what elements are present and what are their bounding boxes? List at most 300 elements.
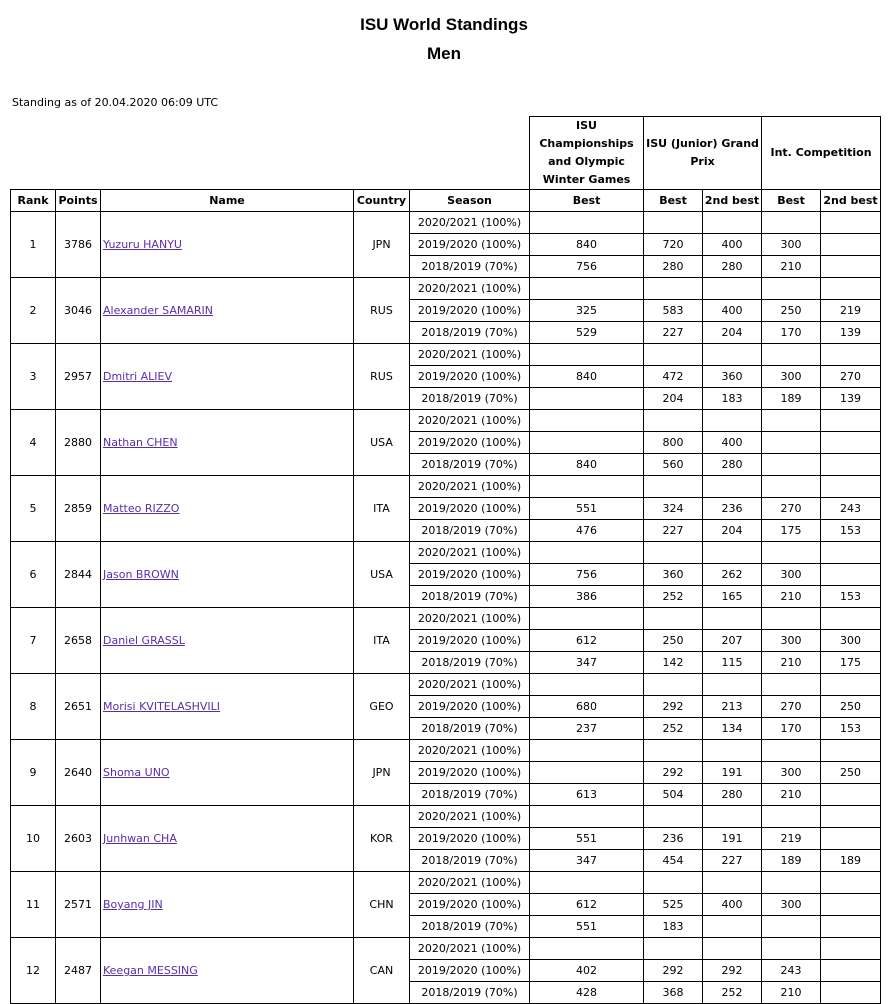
champ-best-cell: 476 — [530, 520, 644, 542]
ic-2nd-cell — [821, 960, 881, 982]
season-cell: 2018/2019 (70%) — [410, 916, 530, 938]
champ-best-cell: 386 — [530, 586, 644, 608]
season-cell: 2018/2019 (70%) — [410, 256, 530, 278]
gp-best-cell — [644, 806, 703, 828]
champ-best-cell — [530, 674, 644, 696]
ic-best-cell: 210 — [762, 784, 821, 806]
gp-best-cell: 360 — [644, 564, 703, 586]
ic-best-cell: 243 — [762, 960, 821, 982]
champ-best-cell — [530, 432, 644, 454]
gp-2nd-cell: 204 — [703, 520, 762, 542]
name-cell — [101, 806, 354, 872]
season-cell: 2018/2019 (70%) — [410, 388, 530, 410]
name-cell — [101, 278, 354, 344]
gp-best-cell — [644, 674, 703, 696]
gp-best-cell: 368 — [644, 982, 703, 1004]
gp-2nd-cell: 227 — [703, 850, 762, 872]
standings-table — [10, 116, 881, 1004]
season-cell: 2020/2021 (100%) — [410, 344, 530, 366]
ic-best-cell: 300 — [762, 630, 821, 652]
ic-best-cell — [762, 542, 821, 564]
skater-link[interactable]: Daniel GRASSL — [103, 634, 185, 647]
gp-best-cell: 525 — [644, 894, 703, 916]
season-row — [11, 212, 881, 234]
country-cell: JPN — [354, 740, 410, 806]
gp-best-cell — [644, 278, 703, 300]
ic-2nd-cell — [821, 828, 881, 850]
season-cell: 2018/2019 (70%) — [410, 982, 530, 1004]
champ-best-cell: 612 — [530, 894, 644, 916]
gp-best-cell: 236 — [644, 828, 703, 850]
gp-best-cell: 252 — [644, 586, 703, 608]
country-cell: CHN — [354, 872, 410, 938]
gp-2nd-cell — [703, 344, 762, 366]
ic-2nd-cell — [821, 938, 881, 960]
gp-2nd-cell: 252 — [703, 982, 762, 1004]
ic-best-cell: 300 — [762, 564, 821, 586]
ic-2nd-cell: 153 — [821, 718, 881, 740]
standing-timestamp: Standing as of 20.04.2020 06:09 UTC — [12, 96, 219, 109]
ic-2nd-cell — [821, 608, 881, 630]
points-cell: 2859 — [56, 476, 101, 542]
name-cell — [101, 212, 354, 278]
column-header-row — [11, 190, 881, 212]
header-rank: Rank — [11, 190, 56, 212]
name-cell — [101, 476, 354, 542]
gp-2nd-cell: 236 — [703, 498, 762, 520]
page-title: ISU World Standings — [360, 15, 528, 34]
ic-2nd-cell — [821, 740, 881, 762]
champ-best-cell: 551 — [530, 828, 644, 850]
gp-best-cell: 183 — [644, 916, 703, 938]
rank-cell: 5 — [11, 476, 56, 542]
name-cell — [101, 542, 354, 608]
ic-2nd-cell: 153 — [821, 520, 881, 542]
gp-2nd-cell: 262 — [703, 564, 762, 586]
gp-best-cell: 324 — [644, 498, 703, 520]
rank-cell: 8 — [11, 674, 56, 740]
ic-best-cell — [762, 674, 821, 696]
ic-2nd-cell — [821, 674, 881, 696]
gp-2nd-cell: 280 — [703, 784, 762, 806]
ic-2nd-cell: 300 — [821, 630, 881, 652]
gp-2nd-cell: 400 — [703, 894, 762, 916]
season-cell: 2019/2020 (100%) — [410, 498, 530, 520]
name-cell — [101, 608, 354, 674]
gp-best-cell: 583 — [644, 300, 703, 322]
ic-best-cell — [762, 432, 821, 454]
ic-2nd-cell: 175 — [821, 652, 881, 674]
champ-best-cell: 840 — [530, 366, 644, 388]
champ-best-cell: 756 — [530, 256, 644, 278]
skater-link[interactable]: Nathan CHEN — [103, 436, 178, 449]
gp-2nd-cell — [703, 938, 762, 960]
gp-2nd-cell: 115 — [703, 652, 762, 674]
gp-best-cell: 252 — [644, 718, 703, 740]
gp-2nd-cell: 165 — [703, 586, 762, 608]
country-cell: USA — [354, 410, 410, 476]
season-cell: 2019/2020 (100%) — [410, 894, 530, 916]
season-cell: 2019/2020 (100%) — [410, 960, 530, 982]
gp-2nd-cell — [703, 476, 762, 498]
ic-2nd-cell — [821, 234, 881, 256]
ic-best-cell — [762, 476, 821, 498]
gp-best-cell — [644, 344, 703, 366]
season-cell: 2019/2020 (100%) — [410, 432, 530, 454]
gp-best-cell — [644, 872, 703, 894]
points-cell: 3046 — [56, 278, 101, 344]
season-row — [11, 806, 881, 828]
ic-best-cell: 300 — [762, 894, 821, 916]
ic-2nd-cell — [821, 564, 881, 586]
gp-2nd-cell — [703, 740, 762, 762]
header-season: Season — [410, 190, 530, 212]
rank-cell: 11 — [11, 872, 56, 938]
name-cell — [101, 410, 354, 476]
champ-best-cell: 613 — [530, 784, 644, 806]
ic-2nd-cell: 139 — [821, 388, 881, 410]
champ-best-cell: 840 — [530, 234, 644, 256]
gp-best-cell: 204 — [644, 388, 703, 410]
header-champ-best: Best — [530, 190, 644, 212]
rank-cell: 9 — [11, 740, 56, 806]
ic-best-cell — [762, 212, 821, 234]
skater-link[interactable]: Dmitri ALIEV — [103, 370, 173, 383]
header-country: Country — [354, 190, 410, 212]
gp-2nd-cell: 292 — [703, 960, 762, 982]
group-header-row — [11, 117, 881, 190]
season-cell: 2019/2020 (100%) — [410, 696, 530, 718]
ic-2nd-cell: 250 — [821, 762, 881, 784]
ic-2nd-cell — [821, 542, 881, 564]
champ-best-cell — [530, 938, 644, 960]
ic-best-cell — [762, 938, 821, 960]
gp-best-cell — [644, 740, 703, 762]
champ-best-cell — [530, 212, 644, 234]
ic-2nd-cell — [821, 784, 881, 806]
champ-best-cell — [530, 410, 644, 432]
ic-best-cell: 210 — [762, 982, 821, 1004]
ic-best-cell: 250 — [762, 300, 821, 322]
ic-2nd-cell — [821, 894, 881, 916]
ic-best-cell: 300 — [762, 366, 821, 388]
rank-cell: 7 — [11, 608, 56, 674]
points-cell: 2571 — [56, 872, 101, 938]
season-cell: 2019/2020 (100%) — [410, 366, 530, 388]
country-cell: JPN — [354, 212, 410, 278]
ic-best-cell: 189 — [762, 850, 821, 872]
champ-best-cell: 680 — [530, 696, 644, 718]
season-row — [11, 542, 881, 564]
ic-2nd-cell — [821, 212, 881, 234]
season-row — [11, 278, 881, 300]
skater-link[interactable]: Keegan MESSING — [103, 964, 198, 977]
ic-2nd-cell: 270 — [821, 366, 881, 388]
ic-best-cell: 210 — [762, 256, 821, 278]
season-row — [11, 740, 881, 762]
gp-best-cell: 454 — [644, 850, 703, 872]
ic-best-cell — [762, 344, 821, 366]
skater-link[interactable]: Jason BROWN — [103, 568, 179, 581]
season-row — [11, 872, 881, 894]
rank-cell: 1 — [11, 212, 56, 278]
rank-cell: 10 — [11, 806, 56, 872]
season-cell: 2018/2019 (70%) — [410, 454, 530, 476]
rank-cell: 12 — [11, 938, 56, 1004]
ic-2nd-cell — [821, 454, 881, 476]
champ-best-cell: 840 — [530, 454, 644, 476]
champ-best-cell: 529 — [530, 322, 644, 344]
name-cell — [101, 674, 354, 740]
country-cell: ITA — [354, 476, 410, 542]
champ-best-cell: 325 — [530, 300, 644, 322]
season-cell: 2019/2020 (100%) — [410, 234, 530, 256]
points-cell: 2651 — [56, 674, 101, 740]
season-row — [11, 608, 881, 630]
ic-2nd-cell — [821, 278, 881, 300]
country-cell: GEO — [354, 674, 410, 740]
ic-2nd-cell: 139 — [821, 322, 881, 344]
country-cell: ITA — [354, 608, 410, 674]
ic-2nd-cell — [821, 256, 881, 278]
ic-best-cell — [762, 916, 821, 938]
season-cell: 2018/2019 (70%) — [410, 586, 530, 608]
country-cell: RUS — [354, 344, 410, 410]
points-cell: 2880 — [56, 410, 101, 476]
ic-best-cell: 210 — [762, 652, 821, 674]
country-cell: CAN — [354, 938, 410, 1004]
gp-2nd-cell — [703, 212, 762, 234]
rank-cell: 6 — [11, 542, 56, 608]
header-name: Name — [101, 190, 354, 212]
season-cell: 2020/2021 (100%) — [410, 410, 530, 432]
points-cell: 2640 — [56, 740, 101, 806]
gp-2nd-cell: 204 — [703, 322, 762, 344]
champ-best-cell: 756 — [530, 564, 644, 586]
champ-best-cell: 347 — [530, 850, 644, 872]
gp-2nd-cell — [703, 542, 762, 564]
gp-best-cell: 560 — [644, 454, 703, 476]
gp-best-cell: 504 — [644, 784, 703, 806]
ic-2nd-cell — [821, 982, 881, 1004]
gp-2nd-cell — [703, 674, 762, 696]
champ-best-cell — [530, 608, 644, 630]
header-gp-2nd: 2nd best — [703, 190, 762, 212]
skater-link[interactable]: Alexander SAMARIN — [103, 304, 213, 317]
country-cell: KOR — [354, 806, 410, 872]
gp-2nd-cell: 191 — [703, 762, 762, 784]
page-subtitle: Men — [427, 44, 461, 63]
ic-best-cell: 170 — [762, 718, 821, 740]
gp-best-cell — [644, 212, 703, 234]
champ-best-cell — [530, 872, 644, 894]
points-cell: 2658 — [56, 608, 101, 674]
gp-2nd-cell: 191 — [703, 828, 762, 850]
header-int-competition: Int. Competition — [762, 117, 881, 190]
season-cell: 2018/2019 (70%) — [410, 850, 530, 872]
gp-best-cell: 472 — [644, 366, 703, 388]
season-cell: 2020/2021 (100%) — [410, 476, 530, 498]
skater-link[interactable]: Junhwan CHA — [103, 832, 177, 845]
season-cell: 2020/2021 (100%) — [410, 740, 530, 762]
points-cell: 3786 — [56, 212, 101, 278]
points-cell: 2487 — [56, 938, 101, 1004]
gp-best-cell: 292 — [644, 696, 703, 718]
season-cell: 2020/2021 (100%) — [410, 806, 530, 828]
ic-best-cell — [762, 806, 821, 828]
ic-2nd-cell: 153 — [821, 586, 881, 608]
champ-best-cell: 428 — [530, 982, 644, 1004]
season-cell: 2020/2021 (100%) — [410, 278, 530, 300]
rank-cell: 2 — [11, 278, 56, 344]
season-row — [11, 476, 881, 498]
ic-best-cell — [762, 740, 821, 762]
champ-best-cell — [530, 740, 644, 762]
champ-best-cell — [530, 542, 644, 564]
rank-cell: 4 — [11, 410, 56, 476]
champ-best-cell — [530, 806, 644, 828]
gp-2nd-cell: 360 — [703, 366, 762, 388]
ic-2nd-cell: 189 — [821, 850, 881, 872]
season-cell: 2018/2019 (70%) — [410, 520, 530, 542]
country-cell: USA — [354, 542, 410, 608]
gp-2nd-cell: 280 — [703, 454, 762, 476]
name-cell — [101, 938, 354, 1004]
header-championships: ISU Championships and Olympic Winter Games — [530, 117, 644, 190]
gp-best-cell: 292 — [644, 960, 703, 982]
champ-best-cell: 551 — [530, 498, 644, 520]
ic-best-cell: 219 — [762, 828, 821, 850]
ic-best-cell — [762, 278, 821, 300]
header-grand-prix: ISU (Junior) Grand Prix — [644, 117, 762, 190]
season-cell: 2019/2020 (100%) — [410, 828, 530, 850]
gp-best-cell — [644, 476, 703, 498]
gp-best-cell — [644, 410, 703, 432]
gp-2nd-cell — [703, 806, 762, 828]
season-cell: 2019/2020 (100%) — [410, 564, 530, 586]
gp-best-cell: 250 — [644, 630, 703, 652]
skater-link[interactable]: Yuzuru HANYU — [103, 238, 182, 251]
name-cell — [101, 344, 354, 410]
champ-best-cell: 612 — [530, 630, 644, 652]
gp-2nd-cell — [703, 410, 762, 432]
ic-best-cell — [762, 410, 821, 432]
season-cell: 2019/2020 (100%) — [410, 762, 530, 784]
header-points: Points — [56, 190, 101, 212]
champ-best-cell: 402 — [530, 960, 644, 982]
header-spacer — [11, 117, 530, 190]
season-cell: 2018/2019 (70%) — [410, 784, 530, 806]
ic-2nd-cell — [821, 916, 881, 938]
season-cell: 2020/2021 (100%) — [410, 212, 530, 234]
champ-best-cell — [530, 278, 644, 300]
gp-2nd-cell — [703, 278, 762, 300]
champ-best-cell — [530, 762, 644, 784]
header-ic-best: Best — [762, 190, 821, 212]
season-cell: 2018/2019 (70%) — [410, 652, 530, 674]
name-cell — [101, 872, 354, 938]
season-cell: 2018/2019 (70%) — [410, 322, 530, 344]
champ-best-cell — [530, 344, 644, 366]
skater-link[interactable]: Boyang JIN — [103, 898, 163, 911]
ic-2nd-cell — [821, 432, 881, 454]
gp-2nd-cell: 134 — [703, 718, 762, 740]
ic-2nd-cell — [821, 344, 881, 366]
ic-best-cell: 175 — [762, 520, 821, 542]
ic-2nd-cell — [821, 410, 881, 432]
ic-best-cell: 189 — [762, 388, 821, 410]
gp-2nd-cell — [703, 872, 762, 894]
champ-best-cell: 551 — [530, 916, 644, 938]
gp-2nd-cell: 183 — [703, 388, 762, 410]
gp-best-cell: 227 — [644, 520, 703, 542]
name-cell — [101, 740, 354, 806]
gp-best-cell — [644, 608, 703, 630]
gp-best-cell: 292 — [644, 762, 703, 784]
ic-2nd-cell — [821, 806, 881, 828]
champ-best-cell — [530, 388, 644, 410]
gp-2nd-cell: 400 — [703, 300, 762, 322]
gp-best-cell: 227 — [644, 322, 703, 344]
season-cell: 2020/2021 (100%) — [410, 542, 530, 564]
season-cell: 2020/2021 (100%) — [410, 674, 530, 696]
gp-2nd-cell — [703, 608, 762, 630]
ic-best-cell — [762, 608, 821, 630]
gp-best-cell: 720 — [644, 234, 703, 256]
gp-2nd-cell: 400 — [703, 234, 762, 256]
ic-2nd-cell: 250 — [821, 696, 881, 718]
gp-2nd-cell — [703, 916, 762, 938]
header-gp-best: Best — [644, 190, 703, 212]
season-cell: 2019/2020 (100%) — [410, 300, 530, 322]
season-row — [11, 344, 881, 366]
gp-best-cell: 142 — [644, 652, 703, 674]
ic-best-cell: 270 — [762, 498, 821, 520]
ic-2nd-cell: 243 — [821, 498, 881, 520]
ic-2nd-cell: 219 — [821, 300, 881, 322]
gp-2nd-cell: 400 — [703, 432, 762, 454]
skater-link[interactable]: Morisi KVITELASHVILI — [103, 700, 221, 713]
ic-best-cell: 170 — [762, 322, 821, 344]
season-cell: 2020/2021 (100%) — [410, 872, 530, 894]
points-cell: 2957 — [56, 344, 101, 410]
champ-best-cell — [530, 476, 644, 498]
season-cell: 2018/2019 (70%) — [410, 718, 530, 740]
ic-best-cell — [762, 454, 821, 476]
gp-best-cell: 800 — [644, 432, 703, 454]
header-ic-2nd: 2nd best — [821, 190, 881, 212]
ic-best-cell: 300 — [762, 234, 821, 256]
season-row — [11, 938, 881, 960]
ic-best-cell: 300 — [762, 762, 821, 784]
gp-best-cell — [644, 938, 703, 960]
points-cell: 2844 — [56, 542, 101, 608]
ic-2nd-cell — [821, 872, 881, 894]
skater-link[interactable]: Matteo RIZZO — [103, 502, 180, 515]
points-cell: 2603 — [56, 806, 101, 872]
ic-best-cell: 270 — [762, 696, 821, 718]
ic-best-cell — [762, 872, 821, 894]
skater-link[interactable]: Shoma UNO — [103, 766, 170, 779]
season-cell: 2020/2021 (100%) — [410, 938, 530, 960]
country-cell: RUS — [354, 278, 410, 344]
gp-best-cell — [644, 542, 703, 564]
champ-best-cell: 237 — [530, 718, 644, 740]
rank-cell: 3 — [11, 344, 56, 410]
ic-2nd-cell — [821, 476, 881, 498]
season-row — [11, 410, 881, 432]
gp-best-cell: 280 — [644, 256, 703, 278]
